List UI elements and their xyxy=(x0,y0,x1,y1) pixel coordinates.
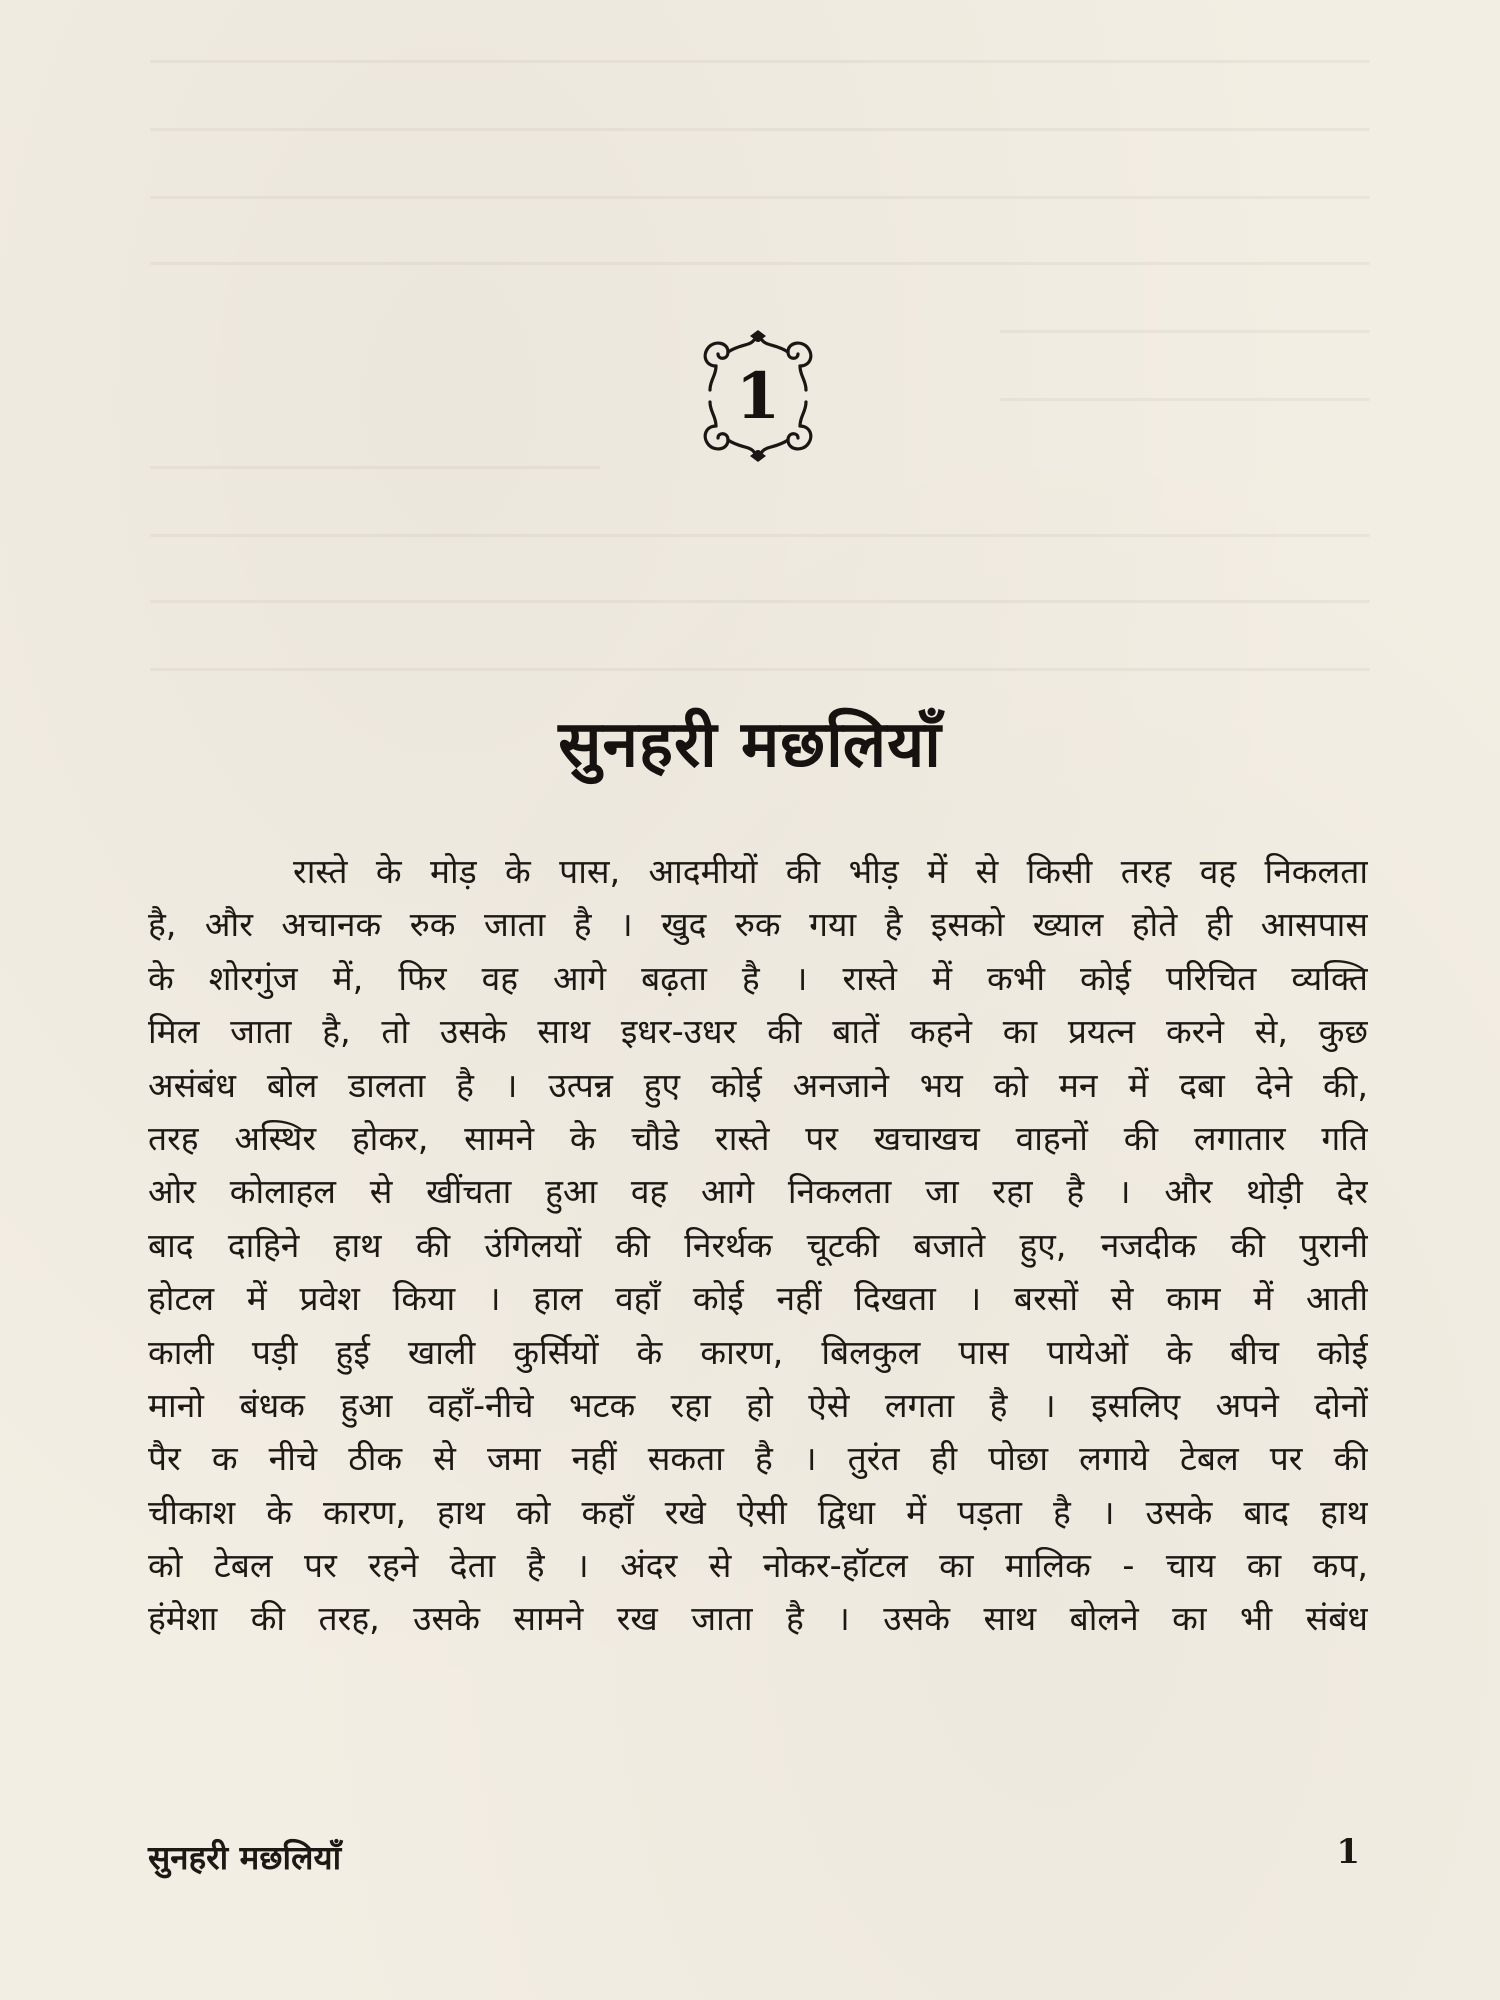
text-line: काली पड़ी हुई खाली कुर्सियों के कारण, बिलकुल पास पायेओं के बीच कोई xyxy=(148,1332,1368,1372)
chapter-title: सुनहरी मछलियाँ xyxy=(558,708,942,782)
bleed-through-line xyxy=(1000,330,1370,333)
bleed-through-line xyxy=(150,600,1370,603)
bleed-through-line xyxy=(150,196,1370,199)
chapter-number-ornament xyxy=(688,326,828,466)
text-line: होटल में प्रवेश किया । हाल वहाँ कोई नहीं दिखता । बरसों से काम में आती xyxy=(148,1279,1368,1319)
chapter-number: 1 xyxy=(735,358,781,434)
bleed-through-line xyxy=(150,60,1370,63)
text-line: को टेबल पर रहने देता है । अंदर से नोकर-हॉटल का मालिक - चाय का कप, xyxy=(148,1546,1368,1586)
text-line: मानो बंधक हुआ वहाँ-नीचे भटक रहा हो ऐसे लगता है । इसलिए अपने दोनों xyxy=(148,1385,1368,1425)
text-line: है, और अचानक रुक जाता है । खुद रुक गया है इसको ख्याल होते ही आसपास xyxy=(148,905,1368,945)
text-line: रास्ते के मोड़ के पास, आदमीयों की भीड़ में से किसी तरह वह निकलता xyxy=(293,852,1368,891)
bleed-through-line xyxy=(150,466,600,469)
text-line: मिल जाता है, तो उसके साथ इधर-उधर की बातें कहने का प्रयत्न करने से, कुछ xyxy=(148,1012,1368,1052)
text-line: पैर क नीचे ठीक से जमा नहीं सकता है । तुरंत ही पोछा लगाये टेबल पर की xyxy=(148,1439,1368,1479)
running-footer-title: सुनहरी मछलियाँ xyxy=(148,1838,342,1877)
text-line: के शोरगुंज में, फिर वह आगे बढ़ता है । रास्ते में कभी कोई परिचित व्यक्ति xyxy=(148,958,1368,998)
text-line: तरह अस्थिर होकर, सामने के चौडे रास्ते पर खचाखच वाहनों की लगातार गति xyxy=(148,1118,1368,1158)
bleed-through-line xyxy=(150,668,1370,671)
text-line: ओर कोलाहल से खींचता हुआ वह आगे निकलता जा रहा है । और थोड़ी देर xyxy=(148,1172,1368,1212)
bleed-through-line xyxy=(150,128,1370,131)
text-line: हंमेशा की तरह, उसके सामने रख जाता है । उसके साथ बोलने का भी संबंध xyxy=(148,1599,1368,1639)
bleed-through-line xyxy=(150,262,1370,265)
chapter-body-text xyxy=(148,845,1368,1646)
text-line: असंबंध बोल डालता है । उत्पन्न हुए कोई अनजाने भय को मन में दबा देने की, xyxy=(148,1065,1368,1105)
page-number: 1 xyxy=(1336,1832,1360,1872)
bleed-through-line xyxy=(1000,398,1370,401)
bleed-through-line xyxy=(150,534,1370,537)
text-line: बाद दाहिने हाथ की उंगिलयों की निरर्थक चूटकी बजाते हुए, नजदीक की पुरानी xyxy=(148,1225,1368,1265)
text-line: चीकाश के कारण, हाथ को कहाँ रखे ऐसी द्विधा में पड़ता है । उसके बाद हाथ xyxy=(148,1492,1368,1532)
